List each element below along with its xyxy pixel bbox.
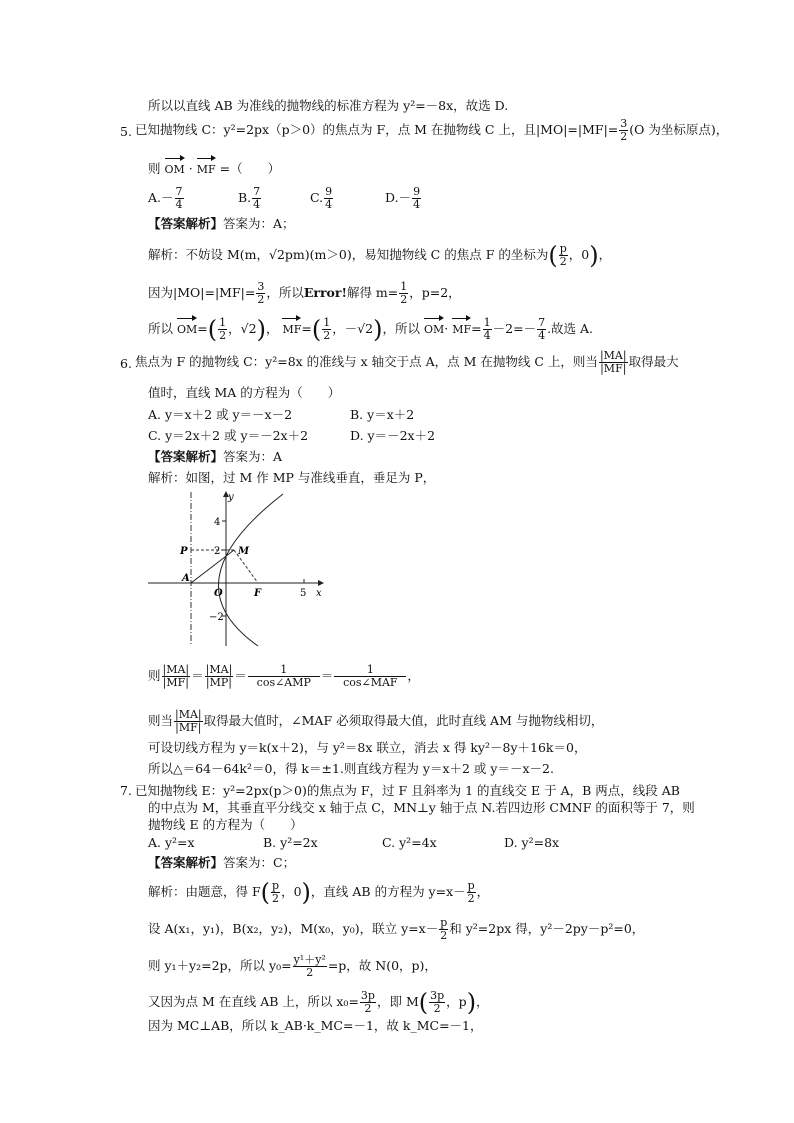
q6-solution-line3 — [148, 709, 603, 734]
q7-solution-line3 — [148, 954, 437, 979]
denominator: 2 — [620, 130, 628, 143]
numerator: 7 — [253, 185, 261, 198]
text: 则 y₁＋y₂=2p，所以 y₀= — [148, 958, 292, 973]
text: 设 A(x₁，y₁)，B(x₂，y₂)，M(x₀，y₀)，联立 y=x－ — [148, 921, 439, 936]
fraction — [412, 186, 421, 211]
fraction — [467, 880, 476, 905]
denominator: 4 — [413, 198, 421, 211]
q5-stem-text: 已知抛物线 C：y²=2px（p＞0）的焦点为 F，点 M 在抛物线 C 上，且|MO|=|MF|= — [135, 122, 619, 137]
text: ，－√2 — [332, 321, 374, 336]
denominator: 4 — [538, 329, 546, 342]
q7-answer — [148, 855, 295, 871]
denominator: |MF| — [175, 721, 202, 734]
tick-label: 2 — [214, 546, 221, 557]
numerator: p — [440, 916, 448, 929]
point-label-f: F — [254, 588, 262, 599]
q5-answer — [148, 216, 295, 232]
fraction — [399, 281, 408, 306]
q5-option-b — [238, 186, 262, 211]
error-text: Error! — [303, 285, 347, 300]
q5-stem-text: (O 为坐标原点)， — [629, 122, 729, 137]
text: ， — [407, 668, 420, 683]
paren: ) — [589, 241, 599, 270]
q6-option-c: C. y＝2x＋2 或 y＝－2x＋2 — [148, 428, 309, 443]
q7-stem-line2: 的中点为 M，其垂直平分线交 x 轴于点 C，MN⊥y 轴于点 N.若四边形 CMNF 的面积等于 7，则 — [148, 800, 695, 815]
denominator: |MF| — [162, 676, 189, 689]
fraction — [218, 317, 227, 342]
parabola-figure — [148, 488, 328, 648]
vector-mf: MF — [197, 157, 216, 178]
q6-stem-line2: 值时，直线 MA 的方程为（ ） — [148, 385, 341, 400]
tick-label: −2 — [209, 612, 224, 623]
q5-stem-line2 — [148, 157, 280, 178]
fraction — [174, 709, 203, 734]
denominator: 4 — [175, 198, 183, 211]
tick-label: 5 — [300, 588, 307, 599]
numerator: 7 — [538, 316, 546, 329]
text: 因为|MO|=|MF|= — [148, 285, 256, 300]
paren: ( — [207, 315, 218, 344]
fraction — [619, 118, 628, 143]
fraction — [256, 281, 265, 306]
q7-option-b: B. y²=2x — [263, 835, 318, 850]
fraction — [429, 990, 445, 1015]
vector-om: OM — [165, 157, 185, 178]
denominator: 2 — [364, 1002, 372, 1015]
fraction — [271, 880, 280, 905]
numerator: 1 — [483, 316, 491, 329]
numerator: p — [272, 879, 280, 892]
text: ，即 M — [376, 994, 419, 1009]
q6-stem-line1 — [135, 350, 679, 375]
text: ，p — [446, 994, 467, 1009]
text: = — [301, 321, 312, 336]
text: 又因为点 M 在直线 AB 上，所以 x₀= — [148, 994, 359, 1009]
numerator: p — [559, 242, 567, 255]
text: 焦点为 F 的抛物线 C：y²=8x 的准线与 x 轴交于点 A，点 M 在抛物线 C 上，则当 — [135, 354, 598, 369]
option-label: C. — [310, 190, 324, 205]
question-number: 7. — [120, 783, 132, 798]
text: =p，故 N(0，p)， — [327, 958, 437, 973]
fraction — [537, 317, 546, 342]
denominator: 4 — [253, 198, 261, 211]
q7-stem-line1: 已知抛物线 E：y²=2px(p＞0)的焦点为 F，过 F 且斜率为 1 的直线交 E 于 A，B 两点，线段 AB — [135, 783, 680, 798]
question-number: 6. — [120, 356, 132, 371]
denominator: 2 — [400, 293, 408, 306]
text: .故选 A. — [547, 321, 594, 336]
text: 和 y²=2px 得，y²－2py－p²=0， — [449, 921, 645, 936]
denominator: 2 — [306, 966, 314, 979]
dot-operator: · — [188, 161, 193, 176]
numerator: 3 — [620, 117, 628, 130]
text: ，所以 — [382, 321, 421, 336]
numerator: 9 — [325, 185, 333, 198]
q7-option-a: A. y²=x — [148, 835, 195, 850]
paren: ) — [466, 988, 477, 1017]
text: = — [471, 321, 482, 336]
tick-label: 4 — [214, 517, 221, 528]
text: ， — [476, 884, 490, 899]
q6-solution-line1: 解析：如图，过 M 作 MP 与准线垂直，垂足为 P， — [148, 470, 436, 485]
denominator: 2 — [559, 255, 567, 268]
numerator: 3 — [257, 280, 265, 293]
q7-solution-line2 — [148, 917, 644, 942]
q5-stem-line1 — [135, 118, 728, 143]
option-label: D.－ — [385, 190, 412, 205]
q5-option-d — [385, 186, 422, 211]
option-label: A.－ — [148, 190, 174, 205]
q5-solution-line2 — [148, 281, 461, 306]
text: 则 — [148, 668, 161, 683]
numerator: 9 — [413, 185, 421, 198]
text: ，0 — [568, 247, 590, 262]
denominator: cos∠MAF — [343, 676, 398, 689]
answer-text: 答案为：C； — [223, 855, 296, 870]
numerator: 1 — [400, 280, 408, 293]
fraction — [559, 243, 568, 268]
numerator: 1 — [248, 664, 320, 677]
fraction — [162, 664, 191, 689]
fraction — [175, 186, 184, 211]
q5-solution-line3 — [148, 317, 593, 342]
text: ，直线 AB 的方程为 y=x－ — [310, 884, 466, 899]
denominator: 2 — [219, 329, 227, 342]
fraction — [360, 990, 376, 1015]
text: ＝ — [191, 668, 204, 683]
text: ＝ — [234, 668, 247, 683]
numerator: p — [467, 879, 475, 892]
text: 解得 m= — [346, 285, 399, 300]
text: 解析：不妨设 M(m，√2pm)(m＞0)，易知抛物线 C 的焦点 F 的坐标为 — [148, 247, 549, 262]
q7-solution-line4 — [148, 990, 489, 1015]
numerator: 1 — [334, 664, 406, 677]
option-label: B. — [238, 190, 252, 205]
q6-option-a: A. y＝x＋2 或 y＝－x－2 — [148, 407, 293, 422]
q6-solution-line2 — [148, 664, 420, 689]
denominator: 2 — [467, 892, 475, 905]
q6-option-d: D. y＝－2x＋2 — [350, 428, 436, 443]
q7-stem-line3: 抛物线 E 的方程为（ ） — [148, 817, 303, 832]
vector-mf: MF — [452, 317, 471, 338]
numerator: |MA| — [205, 663, 233, 676]
fraction — [252, 186, 261, 211]
vector-mf: MF — [282, 317, 301, 338]
text: 解析：由题意，得 F — [148, 884, 261, 899]
denominator: 2 — [440, 929, 448, 942]
denominator: 4 — [483, 329, 491, 342]
q6-option-b: B. y＝x＋2 — [350, 407, 415, 422]
numerator: |MA| — [175, 708, 202, 721]
y-axis-label: y — [228, 492, 234, 503]
paren: ( — [260, 878, 271, 907]
question-number: 5. — [120, 124, 132, 139]
text: －2=－ — [492, 321, 537, 336]
denominator: 4 — [325, 198, 333, 211]
paren: ( — [418, 988, 429, 1017]
text-line: 所以以直线 AB 为准线的抛物线的标准方程为 y²=－8x，故选 D. — [148, 98, 509, 113]
text: ， — [476, 994, 489, 1009]
denominator: 2 — [257, 293, 265, 306]
q5-solution-line1: 解析：不妨设 M(m，√2pm)(m＞0)，易知抛物线 C 的焦点 F 的坐标为( $\frac{p}{2}$ ，0)， — [148, 241, 612, 270]
dot-operator: · — [444, 321, 449, 336]
point-label-m: M — [238, 546, 250, 557]
fraction — [334, 664, 406, 689]
text: 则 — [148, 161, 161, 176]
point-label-o: O — [214, 588, 223, 599]
answer-tag: 【答案解析】 — [148, 855, 224, 870]
numerator: 3p — [360, 989, 375, 1002]
q5-option-a — [148, 186, 185, 211]
fraction — [324, 186, 333, 211]
paren: ) — [256, 315, 266, 344]
text: ＝ — [320, 668, 334, 683]
answer-tag: 【答案解析】 — [148, 216, 224, 231]
text: =（ ） — [219, 161, 281, 176]
point-label-a: A — [182, 573, 190, 584]
vector-om: OM — [424, 317, 444, 338]
numerator: |MA| — [599, 349, 627, 362]
text: ，0 — [281, 884, 302, 899]
paren: ( — [311, 315, 322, 344]
denominator: 2 — [272, 892, 280, 905]
denominator: 2 — [433, 1002, 441, 1015]
q6-answer — [148, 449, 282, 465]
parabola-curve — [218, 494, 283, 646]
q7-option-d: D. y²=8x — [504, 835, 560, 850]
q7-solution-line5: 因为 MC⊥AB，所以 k_AB·k_MC=－1，故 k_MC=－1， — [148, 1018, 483, 1033]
numerator: |MA| — [162, 663, 190, 676]
am-line — [191, 550, 234, 583]
text: ，p=2， — [409, 285, 461, 300]
denominator: cos∠AMP — [256, 676, 311, 689]
numerator: 1 — [323, 316, 331, 329]
q5-option-c — [310, 186, 334, 211]
denominator: |MF| — [600, 362, 627, 375]
paren: ) — [301, 878, 311, 907]
text: 取得最大 — [628, 354, 679, 369]
numerator: 7 — [175, 185, 183, 198]
fraction — [599, 350, 628, 375]
text: ， — [265, 321, 279, 336]
numerator: 3p — [430, 989, 445, 1002]
paren: ) — [373, 315, 383, 344]
text: 取得最大值时，∠MAF 必须取得最大值，此时直线 AM 与抛物线相切， — [203, 713, 604, 728]
numerator: y¹＋y² — [293, 953, 326, 966]
vector-om: OM — [177, 317, 197, 338]
answer-text: 答案为：A； — [223, 216, 295, 231]
text: ，所以 — [266, 285, 304, 300]
text: = — [197, 321, 208, 336]
answer-tag: 【答案解析】 — [148, 449, 224, 464]
text: 则当 — [148, 713, 174, 728]
denominator: 2 — [323, 329, 331, 342]
q6-solution-line5: 所以△＝64－64k²＝0，得 k＝±1.则直线方程为 y＝x＋2 或 y＝－x－2. — [148, 761, 554, 776]
fraction — [322, 317, 331, 342]
fraction — [293, 954, 327, 979]
text: ，√2 — [228, 321, 257, 336]
q6-solution-line4: 可设切线方程为 y＝k(x＋2)，与 y²＝8x 联立，消去 x 得 ky²－8y＋16k＝0， — [148, 740, 587, 755]
paren: ( — [548, 241, 558, 270]
q7-option-c: C. y²=4x — [382, 835, 437, 850]
answer-text: 答案为：A — [223, 449, 283, 464]
fraction — [439, 917, 448, 942]
denominator: |MP| — [205, 676, 232, 689]
fraction — [248, 664, 320, 689]
numerator: 1 — [219, 316, 227, 329]
fraction — [205, 664, 234, 689]
fraction — [483, 317, 492, 342]
text: 所以 — [148, 321, 174, 336]
point-label-p: P — [180, 546, 188, 557]
q7-solution-line1 — [148, 880, 489, 905]
x-axis-label: x — [316, 588, 322, 599]
